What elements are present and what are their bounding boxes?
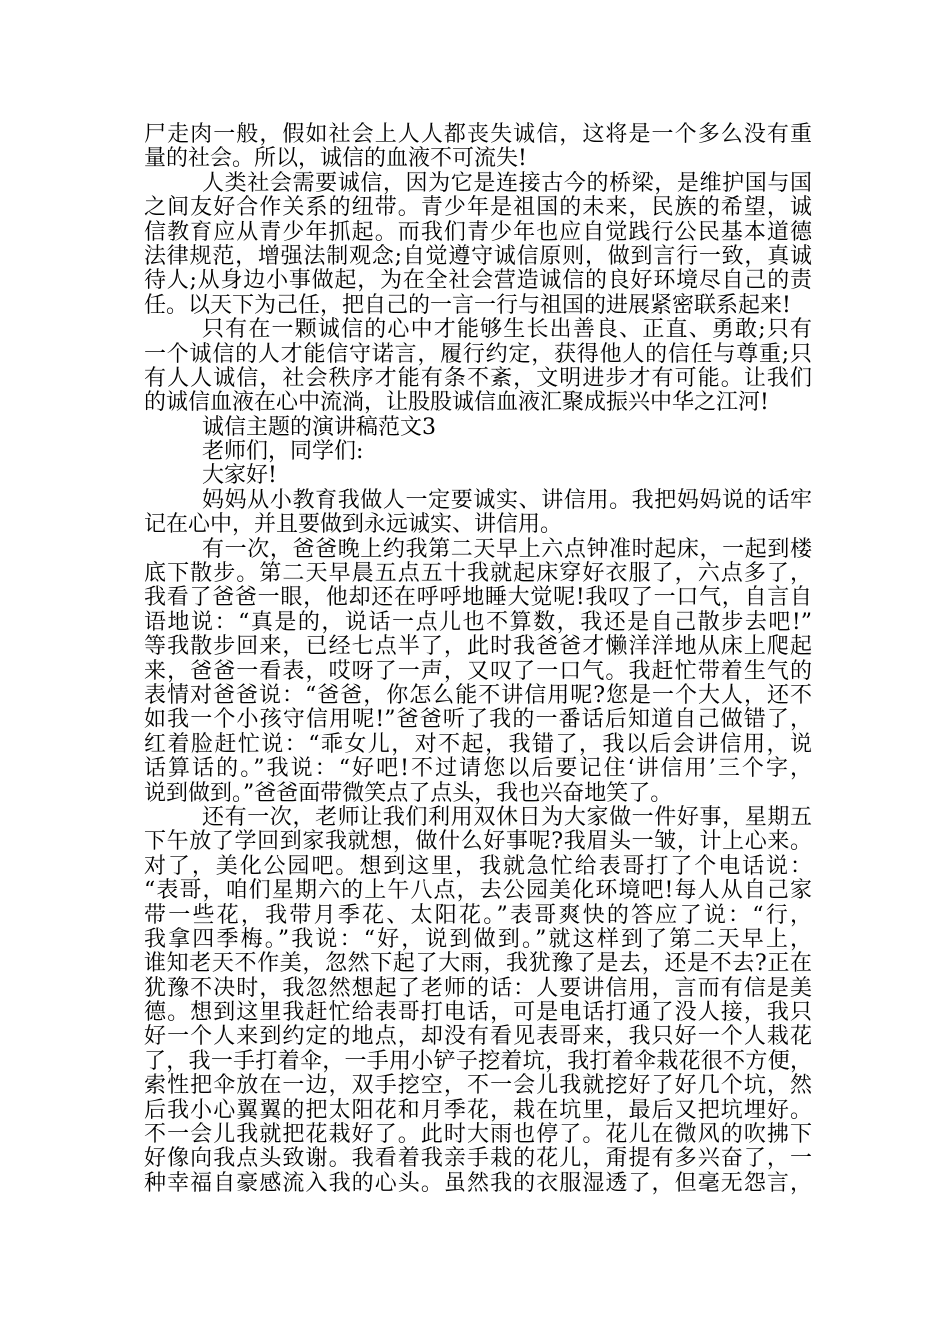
text-line: 索性把伞放在一边，双手挖空，不一会儿我就挖好了好几个坑，然: [144, 1073, 812, 1099]
text-line: 等我散步回来，已经七点半了，此时我爸爸才懒洋洋地从床上爬起: [144, 634, 812, 660]
paragraph-first-line: 还有一次，老师让我们利用双休日为大家做一件好事，星期五: [202, 804, 812, 830]
paragraph-first-line: 老师们，同学们:: [202, 439, 364, 465]
text-line: 了，我一手打着伞，一手用小铲子挖着坑，我打着伞栽花很不方便，: [144, 1048, 812, 1074]
text-line: 说到做到。”爸爸面带微笑点了点头，我也兴奋地笑了。: [144, 780, 673, 806]
text-line: 底下散步。第二天早晨五点五十我就起床穿好衣服了，六点多了，: [144, 561, 812, 587]
text-line: 种幸福自豪感流入我的心头。虽然我的衣服湿透了，但毫无怨言，: [144, 1170, 812, 1196]
text-line: 好像向我点头致谢。我看着我亲手栽的花儿，甭提有多兴奋了，一: [144, 1146, 812, 1172]
text-line: “表哥，咱们星期六的上午八点，去公园美化环境吧!每人从自己家: [144, 878, 812, 904]
text-line: 待人;从身边小事做起，为在全社会营造诚信的良好环境尽自己的责: [144, 268, 812, 294]
paragraph-first-line: 妈妈从小教育我做人一定要诚实、讲信用。我把妈妈说的话牢: [202, 487, 812, 513]
text-line: 后我小心翼翼的把太阳花和月季花，栽在坑里，最后又把坑埋好。: [144, 1097, 812, 1123]
text-line: 一个诚信的人才能信守诺言，履行约定，获得他人的信任与尊重;只: [144, 341, 812, 367]
text-line: 不一会儿我就把花栽好了。此时大雨也停了。花儿在微风的吹拂下: [144, 1122, 812, 1148]
document-body: [144, 123, 812, 1196]
text-line: 谁知老天不作美，忽然下起了大雨，我犹豫了是去，还是不去?正在: [144, 951, 812, 977]
text-line: 语地说：“真是的，说话一点儿也不算数，我还是自己散步去吧!”: [144, 609, 812, 635]
paragraph-first-line: 诚信主题的演讲稿范文3: [202, 414, 436, 440]
paragraph-first-line: 人类社会需要诚信，因为它是连接古今的桥梁，是维护国与国: [202, 170, 812, 196]
text-line: 话算话的。”我说：“好吧!不过请您以后要记住‘讲信用’三个字，: [144, 756, 812, 782]
text-line: 有人人诚信，社会秩序才能有条不紊，文明进步才有可能。让我们: [144, 365, 812, 391]
paragraph-first-line: 只有在一颗诚信的心中才能够生长出善良、正直、勇敢;只有: [202, 317, 812, 343]
text-line: 之间友好合作关系的纽带。青少年是祖国的未来，民族的希望，诚: [144, 195, 812, 221]
text-line: 对了，美化公园吧。想到这里，我就急忙给表哥打了个电话说：: [144, 853, 812, 879]
text-line: 好一个人来到约定的地点，却没有看见表哥来，我只好一个人栽花: [144, 1024, 812, 1050]
text-line: 信教育应从青少年抓起。而我们青少年也应自觉践行公民基本道德: [144, 219, 812, 245]
paragraph-first-line: 有一次，爸爸晚上约我第二天早上六点钟准时起床，一起到楼: [202, 536, 812, 562]
text-line: 尸走肉一般，假如社会上人人都丧失诚信，这将是一个多么没有重: [144, 122, 812, 147]
text-line: 如我一个小孩守信用呢!”爸爸听了我的一番话后知道自己做错了，: [144, 707, 812, 733]
text-line: 犹豫不决时，我忽然想起了老师的话：人要讲信用，言而有信是美: [144, 975, 812, 1001]
text-line: 我看了爸爸一眼，他却还在呼呼地睡大觉呢!我叹了一口气，自言自: [144, 585, 812, 611]
text-line: 下午放了学回到家我就想，做什么好事呢?我眉头一皱，计上心来。: [144, 829, 812, 855]
text-line: 任。以天下为己任，把自己的一言一行与祖国的进展紧密联系起来!: [144, 292, 791, 318]
text-line: 记在心中，并且要做到永远诚实、讲信用。: [144, 512, 563, 538]
text-line: 法律规范，增强法制观念;自觉遵守诚信原则，做到言行一致，真诚: [144, 243, 812, 269]
text-line: 量的社会。所以，诚信的血液不可流失!: [144, 146, 527, 172]
text-line: 带一些花，我带月季花、太阳花。”表哥爽快的答应了说：“行，: [144, 902, 812, 928]
text-line: 德。想到这里我赶忙给表哥打电话，可是电话打通了没人接，我只: [144, 1000, 812, 1026]
text-line: 表情对爸爸说：“爸爸，你怎么能不讲信用呢?您是一个大人，还不: [144, 682, 812, 708]
text-line: 红着脸赶忙说：“乖女儿，对不起，我错了，我以后会讲信用，说: [144, 731, 812, 757]
text-line: 来，爸爸一看表，哎呀了一声，又叹了一口气。我赶忙带着生气的: [144, 658, 812, 684]
text-line: 的诚信血液在心中流淌，让股股诚信血液汇聚成振兴中华之江河!: [144, 390, 769, 416]
paragraph-first-line: 大家好!: [202, 463, 277, 489]
text-line: 我拿四季梅。”我说：“好，说到做到。”就这样到了第二天早上，: [144, 926, 812, 952]
